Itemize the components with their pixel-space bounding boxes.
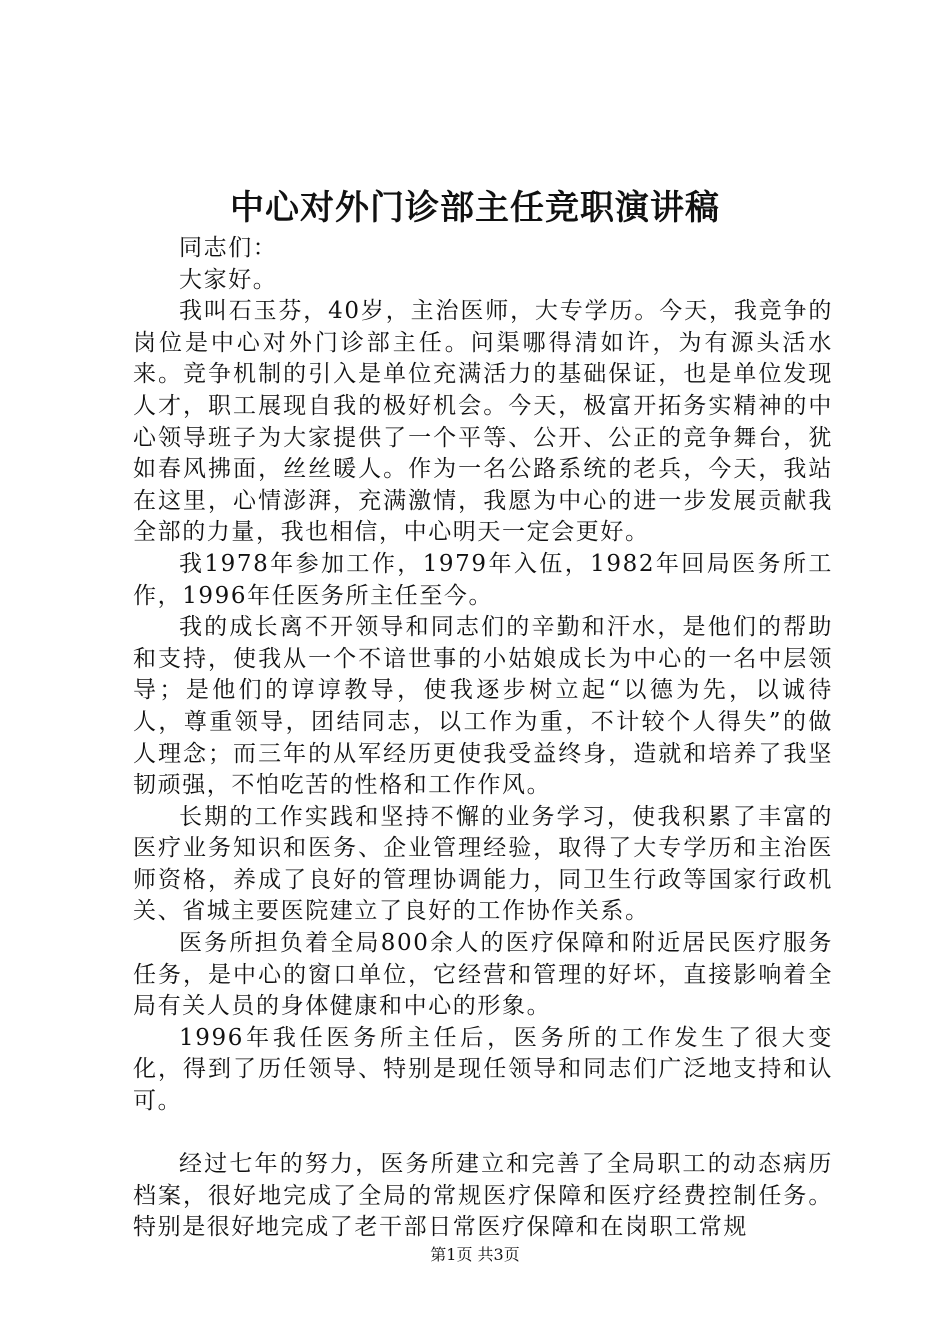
document-title: 中心对外门诊部主任竞职演讲稿 — [230, 188, 720, 228]
salutation: 同志们： — [179, 235, 278, 261]
paragraph: 经过七年的努力，医务所建立和完善了全局职工的动态病历档案，很好地完成了全局的常规医疗保障和医疗经费控制任务。特别是很好地完成了老干部日常医疗保障和在岗职工常规 — [133, 1151, 833, 1241]
paragraph: 1996年我任医务所主任后，医务所的工作发生了很大变化，得到了历任领导、特别是现任领导和同志们广泛地支持和认可。 — [133, 1024, 833, 1115]
paragraph: 我叫石玉芬，40岁，主治医师，大专学历。今天，我竞争的岗位是中心对外门诊部主任。问渠哪得清如许，为有源头活水来。竞争机制的引入是单位充满活力的基础保证，也是单位发现人才，职工展现自我的极好机会。今天，极富开拓务实精神的中心领导班子为大家提供了一个平等、公开、公正的竞争舞台，犹如春风拂面，丝丝暖人。作为一名公路系统的老兵，今天，我站在这里，心情澎湃，充满激情，我愿为中心的进一步发展贡献我全部的力量，我也相信，中心明天一定会更好。 — [133, 298, 833, 546]
paragraph: 我1978年参加工作，1979年入伍，1982年回局医务所工作，1996年任医务所主任至今。 — [133, 550, 833, 609]
document-body — [133, 233, 833, 1244]
greeting: 大家好。 — [179, 266, 278, 293]
paragraph: 我的成长离不开领导和同志们的辛勤和汗水，是他们的帮助和支持，使我从一个不谙世事的小姑娘成长为中心的一名中层领导；是他们的谆谆教导，使我逐步树立起“以德为先，以诚待人，尊重领导，团结同志，以工作为重，不计较个人得失”的做人理念；而三年的从军经历更使我受益终身，造就和培养了我坚韧顽强，不怕吃苦的性格和工作作风。 — [133, 614, 833, 799]
page-footer: 第1页 共3页 — [430, 1245, 520, 1264]
paragraph: 医务所担负着全局800余人的医疗保障和附近居民医疗服务任务，是中心的窗口单位，它经营和管理的好坏，直接影响着全局有关人员的身体健康和中心的形象。 — [133, 930, 833, 1020]
paragraph: 长期的工作实践和坚持不懈的业务学习，使我积累了丰富的医疗业务知识和医务、企业管理经验，取得了大专学历和主治医师资格，养成了良好的管理协调能力，同卫生行政等国家行政机关、省城主要医院建立了良好的工作协作关系。 — [133, 803, 833, 925]
